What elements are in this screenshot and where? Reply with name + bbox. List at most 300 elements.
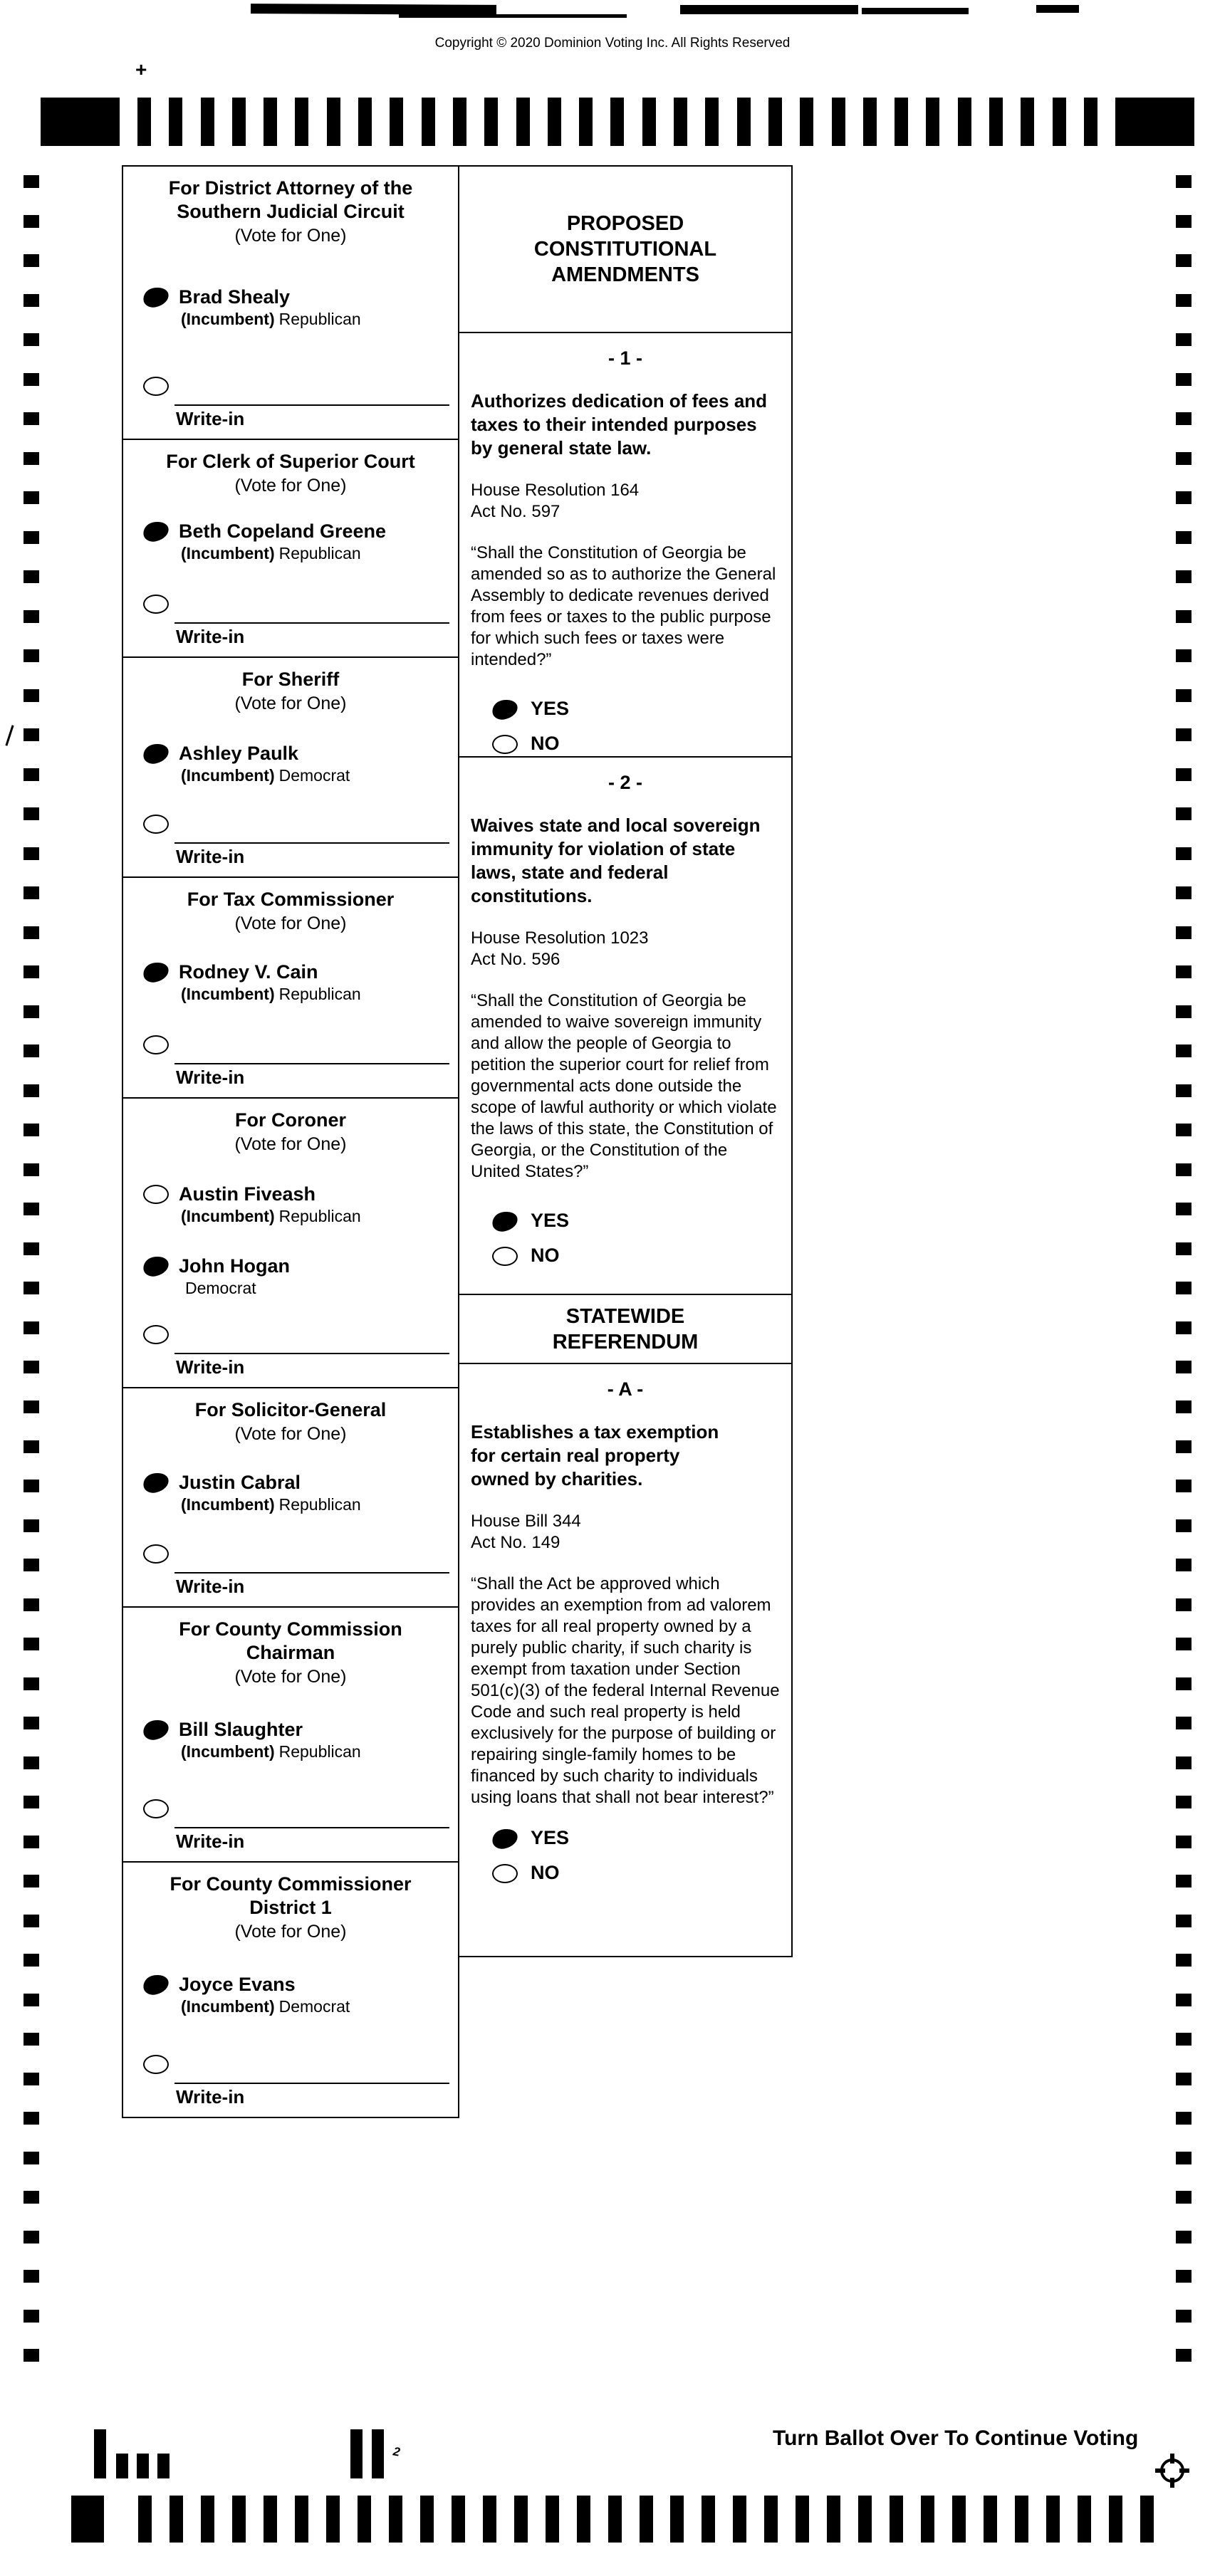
candidate-qualifier: (Incumbent) <box>181 1495 275 1514</box>
contest-column <box>122 165 459 2118</box>
timing-mark <box>1084 98 1097 146</box>
timing-mark <box>737 98 751 146</box>
timing-mark <box>702 2496 715 2543</box>
timing-mark <box>24 1717 39 1729</box>
timing-mark <box>705 98 719 146</box>
timing-mark <box>24 1480 39 1492</box>
no-label: NO <box>531 1862 560 1883</box>
timing-mark <box>24 1005 39 1018</box>
measure-question: “Shall the Constitution of Georgia be amended to waive sovereign immunity and allow the people of Georgia to petition the superior court for relief from governmental acts done outside the scope of lawful authority or which violate the laws of this state, the Constitution of Georgia, or the Constitution of the United States?” <box>471 991 777 1181</box>
candidate-party: Democrat <box>278 766 350 785</box>
timing-mark <box>24 886 39 899</box>
timing-mark <box>1176 2310 1191 2323</box>
no-label: NO <box>531 1245 560 1266</box>
candidate-qualifier: (Incumbent) <box>181 1207 275 1225</box>
timing-mark <box>24 1915 39 1927</box>
timing-mark <box>24 1559 39 1571</box>
write-in-oval[interactable] <box>143 815 169 834</box>
candidate-row <box>143 1255 451 1297</box>
timing-mark <box>24 2349 39 2362</box>
timing-mark <box>295 98 308 146</box>
timing-mark <box>1176 1044 1191 1057</box>
choice-no <box>492 1245 780 1267</box>
scan-tear-artifact <box>680 5 858 14</box>
timing-mark <box>24 215 39 228</box>
candidate-qualifier: (Incumbent) <box>181 1997 275 2016</box>
write-in-oval[interactable] <box>143 377 169 396</box>
timing-mark <box>1176 2112 1191 2125</box>
measure-ref-line: Act No. 596 <box>471 950 560 969</box>
measure-summary: Establishes a tax exemption for certain real property owned by charities. <box>471 1421 719 1489</box>
choice-yes <box>492 698 780 720</box>
timing-mark <box>484 98 498 146</box>
timing-mark <box>24 768 39 781</box>
pen-squiggle-artifact: 2 <box>392 2444 402 2459</box>
measure-ref-line: House Resolution 164 <box>471 481 640 500</box>
timing-mark <box>1176 1163 1191 1176</box>
timing-mark <box>232 2496 246 2543</box>
candidate-qualifier: (Incumbent) <box>181 544 275 562</box>
timing-mark <box>640 2496 653 2543</box>
timing-mark <box>1176 610 1191 623</box>
candidate-name: Rodney V. Cain <box>179 961 318 983</box>
timing-mark <box>1176 2191 1191 2204</box>
timing-mark <box>24 1994 39 2006</box>
timing-mark <box>1015 2496 1028 2543</box>
write-in-label: Write-in <box>176 846 245 867</box>
measure-number: - 2 - <box>608 772 642 793</box>
timing-mark <box>422 98 435 146</box>
timing-mark <box>1176 1084 1191 1097</box>
timing-mark <box>201 2496 214 2543</box>
vote-oval-filled[interactable] <box>142 1255 171 1279</box>
contest-title: For Sheriff <box>241 669 340 690</box>
barcode-bar <box>157 2454 170 2478</box>
timing-mark <box>169 98 182 146</box>
candidate-row <box>143 520 451 562</box>
barcode-bar <box>350 2429 363 2478</box>
timing-mark <box>24 1163 39 1176</box>
vote-for-instruction: (Vote for One) <box>234 913 347 933</box>
vote-for-instruction: (Vote for One) <box>234 1424 347 1444</box>
vote-oval-filled[interactable] <box>491 1210 520 1234</box>
contest-title: For Solicitor-General <box>194 1399 387 1420</box>
timing-mark <box>1176 1400 1191 1413</box>
write-in-label: Write-in <box>176 1576 245 1597</box>
timing-mark <box>642 98 656 146</box>
timing-mark <box>24 1954 39 1967</box>
vote-oval-filled[interactable] <box>142 520 171 544</box>
timing-mark <box>1176 1361 1191 1373</box>
timing-mark <box>1176 1717 1191 1729</box>
registration-target-icon <box>1154 2452 1191 2493</box>
barcode-bar <box>116 2454 128 2478</box>
timing-mark <box>24 1084 39 1097</box>
timing-mark <box>1176 491 1191 504</box>
timing-mark <box>24 926 39 939</box>
vote-for-instruction: (Vote for One) <box>234 476 347 496</box>
timing-marks-bottom <box>71 2496 1154 2543</box>
timing-mark <box>858 2496 872 2543</box>
measure-question: “Shall the Constitution of Georgia be amended so as to authorize the General Assembly to dedicate revenues derived from fees or taxes to the public purpose for which such fees or taxes were intended?” <box>471 543 776 669</box>
choice-yes <box>492 1210 780 1232</box>
timing-mark <box>548 98 561 146</box>
timing-mark <box>24 689 39 702</box>
timing-mark <box>24 373 39 386</box>
timing-mark <box>389 2496 402 2543</box>
timing-mark <box>1176 807 1191 820</box>
write-in-oval[interactable] <box>143 1035 169 1054</box>
write-in-area <box>174 622 449 656</box>
registration-plus-mark: + <box>135 58 147 80</box>
amendments-header: PROPOSED CONSTITUTIONAL AMENDMENTS <box>459 167 791 333</box>
candidate-name: Beth Copeland Greene <box>179 520 387 542</box>
candidate-party: Democrat <box>185 1279 256 1297</box>
contest-title: For Tax Commissioner <box>187 889 395 910</box>
timing-mark <box>1176 1242 1191 1255</box>
timing-mark <box>1176 1638 1191 1650</box>
vote-oval-filled[interactable] <box>491 1827 520 1851</box>
vote-oval-empty[interactable] <box>492 1247 518 1266</box>
measure-ref-line: Act No. 149 <box>471 1533 560 1552</box>
timing-mark <box>24 728 39 741</box>
measure-summary: Authorizes dedication of fees and taxes to their intended purposes by general state law. <box>471 390 768 459</box>
timing-mark <box>24 2033 39 2046</box>
timing-mark <box>768 98 782 146</box>
timing-mark <box>890 2496 903 2543</box>
candidate-name: Austin Fiveash <box>179 1183 316 1205</box>
timing-mark <box>1176 1124 1191 1136</box>
timing-mark <box>24 491 39 504</box>
candidate-party: Democrat <box>278 1997 350 2016</box>
timing-mark <box>24 1400 39 1413</box>
timing-mark <box>24 1282 39 1294</box>
timing-mark <box>1176 1756 1191 1769</box>
vote-oval-filled[interactable] <box>491 698 520 722</box>
contest-coroner <box>123 1109 458 1388</box>
timing-mark <box>1176 689 1191 702</box>
timing-mark <box>1176 1836 1191 1848</box>
timing-mark <box>24 2270 39 2283</box>
timing-mark <box>1176 1480 1191 1492</box>
timing-mark <box>264 98 277 146</box>
timing-mark <box>577 2496 590 2543</box>
no-label: NO <box>531 733 560 754</box>
timing-mark <box>1176 1203 1191 1215</box>
timing-mark <box>1140 2496 1154 2543</box>
vote-for-instruction: (Vote for One) <box>234 1922 347 1942</box>
timing-mark <box>926 98 939 146</box>
timing-mark <box>1176 2270 1191 2283</box>
timing-mark <box>1176 333 1191 346</box>
timing-mark <box>201 98 214 146</box>
timing-mark <box>989 98 1003 146</box>
timing-mark <box>1176 1559 1191 1571</box>
timing-mark <box>1176 1519 1191 1532</box>
scan-tear-artifact <box>251 4 496 15</box>
vote-oval-filled[interactable] <box>142 1471 171 1495</box>
choice-no <box>492 733 780 755</box>
timing-mark <box>1176 847 1191 860</box>
timing-mark <box>24 1321 39 1334</box>
timing-mark <box>1176 2073 1191 2085</box>
candidate-party: Republican <box>278 1495 361 1514</box>
timing-mark <box>1176 373 1191 386</box>
timing-mark <box>24 1519 39 1532</box>
timing-mark <box>1021 98 1034 146</box>
timing-mark <box>1176 1598 1191 1611</box>
timing-mark <box>764 2496 778 2543</box>
timing-mark <box>24 254 39 267</box>
timing-mark <box>24 1124 39 1136</box>
write-in-label: Write-in <box>176 626 245 647</box>
measure-number: - 1 - <box>608 347 642 369</box>
contest-title: For District Attorney of the Southern Judicial Circuit <box>168 177 413 222</box>
timing-mark <box>1176 254 1191 267</box>
write-in-area <box>174 1353 449 1387</box>
timing-mark <box>984 2496 997 2543</box>
timing-mark <box>670 2496 684 2543</box>
vote-oval-filled[interactable] <box>142 286 171 310</box>
barcode-bar <box>372 2429 384 2478</box>
timing-mark <box>1176 1440 1191 1453</box>
contest-sheriff <box>123 668 458 878</box>
scan-tear-artifact <box>399 14 627 18</box>
timing-mark <box>1176 2152 1191 2164</box>
timing-mark <box>1078 2496 1091 2543</box>
write-in-label: Write-in <box>176 1356 245 1378</box>
yes-label: YES <box>531 698 570 719</box>
vote-oval-empty[interactable] <box>143 1185 169 1204</box>
timing-mark <box>232 98 246 146</box>
timing-marks-left <box>24 175 39 2362</box>
timing-mark <box>1176 175 1191 188</box>
scan-tear-artifact <box>862 8 969 14</box>
timing-mark <box>24 1044 39 1057</box>
timing-mark <box>952 2496 966 2543</box>
contest-title: For County Commissioner District 1 <box>170 1873 412 1918</box>
timing-mark <box>24 807 39 820</box>
pen-slash-artifact <box>5 725 14 745</box>
candidate-party: Republican <box>278 1742 361 1761</box>
timing-mark <box>420 2496 434 2543</box>
timing-block <box>1115 98 1194 146</box>
timing-mark <box>1176 531 1191 544</box>
contest-county-commissioner-district-1 <box>123 1873 458 2117</box>
write-in-area <box>174 1063 449 1097</box>
measure-amendment-2 <box>459 772 791 1295</box>
candidate-row <box>143 1974 451 2016</box>
vote-for-instruction: (Vote for One) <box>234 1134 347 1154</box>
timing-mark <box>24 333 39 346</box>
timing-mark <box>796 2496 809 2543</box>
timing-mark <box>24 847 39 860</box>
timing-mark <box>1176 412 1191 425</box>
timing-mark <box>832 98 845 146</box>
candidate-qualifier: (Incumbent) <box>181 1742 275 1761</box>
timing-mark <box>1176 768 1191 781</box>
candidate-qualifier: (Incumbent) <box>181 766 275 785</box>
timing-mark <box>24 1677 39 1690</box>
timing-mark <box>1176 965 1191 978</box>
timing-mark <box>390 98 403 146</box>
timing-mark <box>24 649 39 662</box>
write-in-area <box>174 842 449 876</box>
measure-referendum-a <box>459 1378 791 1956</box>
write-in-label: Write-in <box>176 2086 245 2108</box>
timing-mark <box>137 98 151 146</box>
vote-for-instruction: (Vote for One) <box>234 693 347 713</box>
candidate-party: Republican <box>278 544 361 562</box>
timing-mark <box>579 98 593 146</box>
measure-ref-line: Act No. 597 <box>471 502 560 521</box>
timing-mark <box>1046 2496 1060 2543</box>
timing-mark <box>1176 1282 1191 1294</box>
timing-mark <box>674 98 687 146</box>
timing-mark <box>800 98 813 146</box>
copyright-line: Copyright © 2020 Dominion Voting Inc. All Rights Reserved <box>434 36 791 51</box>
timing-mark <box>24 570 39 583</box>
measure-summary: Waives state and local sovereign immunity for violation of state laws, state and federal constitutions. <box>471 815 761 906</box>
barcode-bar <box>94 2429 106 2478</box>
measure-number: - A - <box>607 1378 644 1400</box>
candidate-row <box>143 1472 451 1514</box>
write-in-oval[interactable] <box>143 2055 169 2074</box>
timing-mark <box>24 1796 39 1808</box>
choice-yes <box>492 1827 780 1849</box>
timing-mark <box>24 294 39 307</box>
vote-for-instruction: (Vote for One) <box>234 226 347 246</box>
timing-mark <box>24 1242 39 1255</box>
timing-mark <box>514 2496 528 2543</box>
timing-mark <box>264 2496 277 2543</box>
barcode-bar <box>137 2454 149 2478</box>
timing-mark <box>1176 728 1191 741</box>
candidate-name: Brad Shealy <box>179 286 291 308</box>
write-in-area <box>174 1827 449 1861</box>
timing-mark <box>24 412 39 425</box>
timing-mark <box>24 2231 39 2243</box>
timing-mark <box>1176 2231 1191 2243</box>
timing-mark <box>327 98 340 146</box>
timing-mark <box>326 2496 340 2543</box>
candidate-name: Justin Cabral <box>179 1472 301 1493</box>
candidate-row <box>143 1719 451 1761</box>
timing-mark <box>24 1638 39 1650</box>
timing-mark <box>24 2073 39 2085</box>
candidate-row <box>143 743 451 785</box>
choice-no <box>492 1862 780 1884</box>
candidate-name: Ashley Paulk <box>179 743 299 764</box>
contest-title: For County Commission Chairman <box>179 1618 402 1663</box>
write-in-oval[interactable] <box>143 1799 169 1818</box>
write-in-area <box>174 404 449 439</box>
timing-mark <box>1053 98 1066 146</box>
vote-oval-filled[interactable] <box>142 960 171 985</box>
timing-mark <box>895 98 908 146</box>
timing-mark <box>733 2496 746 2543</box>
timing-mark <box>24 1598 39 1611</box>
timing-mark <box>1176 294 1191 307</box>
timing-mark <box>24 1875 39 1888</box>
candidate-name: Bill Slaughter <box>179 1719 303 1740</box>
timing-mark <box>1176 1321 1191 1334</box>
timing-mark <box>24 1836 39 1848</box>
write-in-area <box>174 2083 449 2117</box>
timing-marks-top <box>41 98 1194 146</box>
contest-title: For Coroner <box>234 1109 346 1131</box>
write-in-oval[interactable] <box>143 1325 169 1344</box>
timing-mark <box>1176 215 1191 228</box>
timing-mark <box>358 98 372 146</box>
vote-oval-filled[interactable] <box>142 742 171 766</box>
write-in-oval[interactable] <box>143 1544 169 1564</box>
timing-mark <box>1109 2496 1122 2543</box>
timing-mark <box>24 2310 39 2323</box>
timing-mark <box>1176 1875 1191 1888</box>
timing-mark <box>1176 1994 1191 2006</box>
timing-mark <box>516 98 530 146</box>
timing-mark <box>24 1203 39 1215</box>
candidate-row <box>143 286 451 328</box>
timing-mark <box>452 2496 465 2543</box>
timing-mark <box>24 2152 39 2164</box>
scan-tear-artifact <box>1036 5 1079 13</box>
referendum-header: STATEWIDE REFERENDUM <box>459 1295 791 1364</box>
timing-block <box>41 98 120 146</box>
write-in-oval[interactable] <box>143 595 169 614</box>
timing-mark <box>1176 926 1191 939</box>
timing-mark <box>358 2496 371 2543</box>
write-in-label: Write-in <box>176 1067 245 1088</box>
timing-mark <box>1176 1796 1191 1808</box>
timing-mark <box>295 2496 308 2543</box>
timing-mark <box>24 2112 39 2125</box>
timing-mark <box>453 98 466 146</box>
vote-for-instruction: (Vote for One) <box>234 1667 347 1687</box>
write-in-label: Write-in <box>176 408 245 429</box>
vote-oval-empty[interactable] <box>492 1864 518 1883</box>
timing-mark <box>546 2496 559 2543</box>
timing-mark <box>1176 1677 1191 1690</box>
measures-column <box>458 165 793 1957</box>
measure-ref-line: House Resolution 1023 <box>471 928 649 948</box>
timing-mark <box>1176 1005 1191 1018</box>
turn-ballot-over-text: Turn Ballot Over To Continue Voting <box>773 2426 1139 2450</box>
timing-mark <box>24 452 39 465</box>
candidate-qualifier: (Incumbent) <box>181 985 275 1003</box>
vote-oval-empty[interactable] <box>492 735 518 754</box>
vote-oval-filled[interactable] <box>142 1973 171 1997</box>
timing-mark <box>1176 452 1191 465</box>
timing-mark <box>24 965 39 978</box>
timing-mark <box>24 1756 39 1769</box>
yes-label: YES <box>531 1827 570 1848</box>
timing-mark <box>138 2496 152 2543</box>
timing-mark <box>24 175 39 188</box>
timing-mark <box>1176 570 1191 583</box>
contest-county-commission-chairman <box>123 1618 458 1863</box>
contest-district-attorney <box>123 177 458 440</box>
timing-mark <box>24 610 39 623</box>
timing-mark <box>1176 2349 1191 2362</box>
candidate-party: Republican <box>278 985 361 1003</box>
timing-mark <box>483 2496 496 2543</box>
timing-mark <box>1176 1954 1191 1967</box>
timing-mark <box>610 98 624 146</box>
timing-mark <box>863 98 877 146</box>
vote-oval-filled[interactable] <box>142 1718 171 1742</box>
